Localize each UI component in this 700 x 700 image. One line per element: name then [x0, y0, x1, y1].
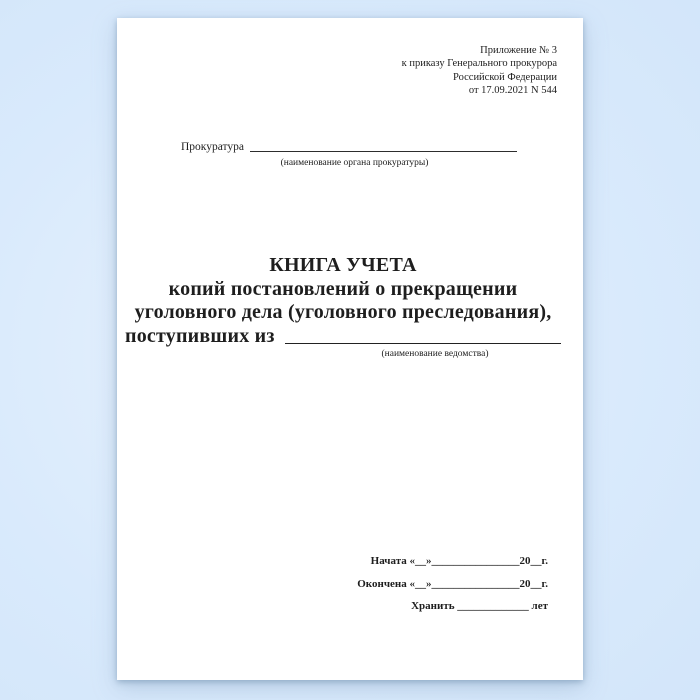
prosecutor-caption: (наименование органа прокуратуры) [280, 158, 429, 168]
appendix-line-4: от 17.09.2021 N 544 [468, 84, 557, 96]
title-line-3: уголовного дела (уголовного преследования), [134, 301, 552, 323]
department-blank-line [285, 343, 561, 344]
finished-line: Окончена «__»________________20__г. [357, 577, 548, 590]
title-line-4-label: поступивших из [125, 324, 275, 347]
prosecutor-blank-line [250, 151, 517, 152]
started-line: Начата «__»________________20__г. [370, 555, 548, 567]
appendix-line-3: Российской Федерации [453, 71, 557, 83]
keep-line: Хранить _____________ лет [411, 600, 548, 612]
appendix-line-2: к приказу Генерального прокурора [401, 58, 557, 70]
title-line-4 [125, 325, 561, 349]
prosecutor-label: Прокуратура [181, 141, 245, 153]
footer-dates [357, 555, 548, 623]
appendix-line-1: Приложение № 3 [480, 45, 557, 56]
department-caption: (наименование ведомства) [381, 349, 489, 359]
appendix-note [402, 44, 557, 97]
title-line-2: копий постановлений о прекращении [168, 277, 518, 300]
prosecutor-field [181, 140, 517, 154]
book-title [125, 254, 561, 360]
document-page [117, 18, 583, 680]
title-line-1: КНИГА УЧЕТА [269, 254, 417, 276]
